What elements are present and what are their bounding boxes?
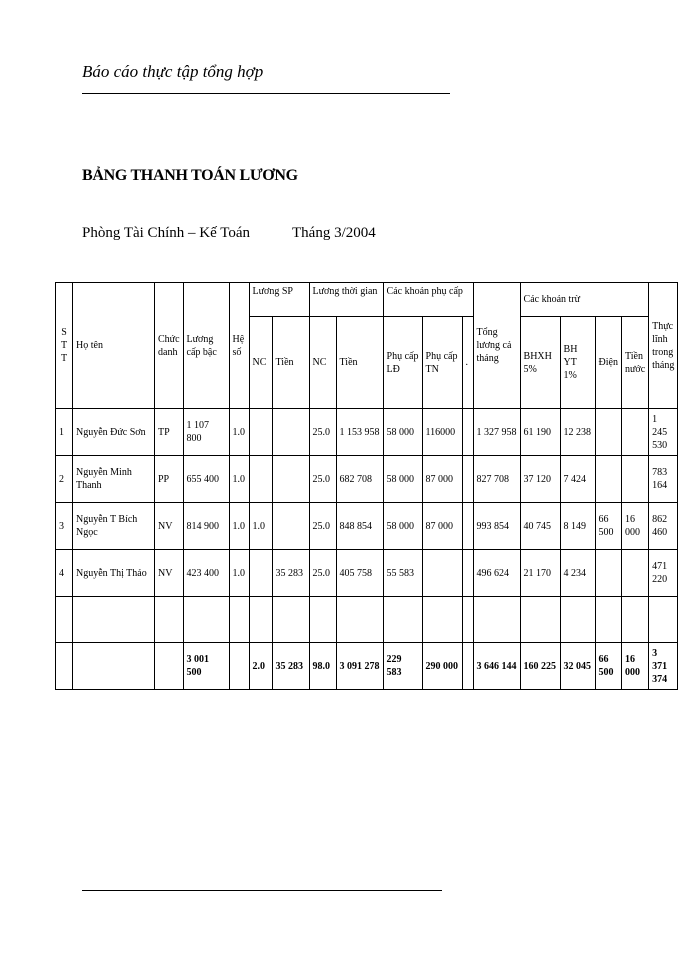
table-cell: [621, 550, 648, 597]
total-cell: 3 001 500: [183, 643, 229, 690]
col-header-net: Thực lĩnh trong tháng: [649, 283, 678, 409]
total-cell: 3 091 278: [336, 643, 383, 690]
table-cell: 405 758: [336, 550, 383, 597]
table-cell: 4 234: [560, 550, 595, 597]
total-cell: [56, 643, 73, 690]
table-cell: 58 000: [383, 456, 422, 503]
table-cell: [520, 597, 560, 643]
col-header-allow-tn: Phụ cấp TN: [422, 317, 462, 409]
table-cell: 1.0: [229, 409, 249, 456]
table-cell: [422, 550, 462, 597]
table-cell: Nguyễn Minh Thanh: [73, 456, 155, 503]
table-cell: [462, 409, 473, 456]
total-cell: [155, 643, 184, 690]
table-cell: 66 500: [595, 503, 621, 550]
table-cell: 783 164: [649, 456, 678, 503]
table-cell: 1 245 530: [649, 409, 678, 456]
total-cell: 3 646 144: [473, 643, 520, 690]
total-cell: 229 583: [383, 643, 422, 690]
table-cell: 7 424: [560, 456, 595, 503]
table-cell: 87 000: [422, 456, 462, 503]
table-cell: 25.0: [309, 409, 336, 456]
table-cell: [56, 597, 73, 643]
table-cell: 25.0: [309, 456, 336, 503]
table-cell: 1.0: [229, 456, 249, 503]
table-cell: [272, 597, 309, 643]
table-cell: 55 583: [383, 550, 422, 597]
table-row: [56, 550, 678, 597]
table-cell: [560, 597, 595, 643]
table-cell: 655 400: [183, 456, 229, 503]
total-row: [56, 643, 678, 690]
table-cell: [336, 597, 383, 643]
table-cell: 1 153 958: [336, 409, 383, 456]
col-header-tg-amount: Tiền: [336, 317, 383, 409]
total-cell: 160 225: [520, 643, 560, 690]
total-cell: [73, 643, 155, 690]
table-row: [56, 597, 678, 643]
table-cell: [73, 597, 155, 643]
table-cell: [249, 550, 272, 597]
table-cell: 12 238: [560, 409, 595, 456]
footer-divider: [82, 890, 442, 891]
col-header-name: Họ tên: [73, 283, 155, 409]
table-cell: [595, 409, 621, 456]
total-cell: 35 283: [272, 643, 309, 690]
page-header-text: Báo cáo thực tập tổng hợp: [82, 62, 264, 81]
table-row: [56, 409, 678, 456]
table-cell: 21 170: [520, 550, 560, 597]
table-cell: 35 283: [272, 550, 309, 597]
col-header-tg-nc: NC: [309, 317, 336, 409]
table-cell: 862 460: [649, 503, 678, 550]
table-cell: 87 000: [422, 503, 462, 550]
table-row: [56, 503, 678, 550]
table-cell: [272, 503, 309, 550]
table-cell: 993 854: [473, 503, 520, 550]
total-cell: [229, 643, 249, 690]
col-header-position: Chức danh: [155, 283, 184, 409]
total-cell: 3 371 374: [649, 643, 678, 690]
col-header-sp-amount: Tiền: [272, 317, 309, 409]
col-header-water: Tiền nước: [621, 317, 648, 409]
col-header-product-salary: Lương SP: [249, 283, 309, 317]
col-header-allow-dot: .: [462, 317, 473, 409]
table-cell: PP: [155, 456, 184, 503]
col-header-bhyt: BH YT 1%: [560, 317, 595, 409]
table-cell: 1 327 958: [473, 409, 520, 456]
table-cell: Nguyễn Đức Sơn: [73, 409, 155, 456]
table-cell: NV: [155, 550, 184, 597]
total-cell: [462, 643, 473, 690]
total-cell: 32 045: [560, 643, 595, 690]
table-cell: TP: [155, 409, 184, 456]
col-header-total-month: Tổng lương cả tháng: [473, 283, 520, 409]
table-cell: [272, 409, 309, 456]
total-cell: 98.0: [309, 643, 336, 690]
table-cell: [462, 550, 473, 597]
table-cell: 1.0: [229, 550, 249, 597]
total-cell: 290 000: [422, 643, 462, 690]
table-cell: [229, 597, 249, 643]
table-cell: [621, 409, 648, 456]
table-cell: 827 708: [473, 456, 520, 503]
table-cell: [183, 597, 229, 643]
document-title: BẢNG THANH TOÁN LƯƠNG: [82, 167, 298, 184]
table-cell: 61 190: [520, 409, 560, 456]
col-header-sp-nc: NC: [249, 317, 272, 409]
total-cell: 16 000: [621, 643, 648, 690]
col-header-bhxh: BHXH 5%: [520, 317, 560, 409]
table-cell: [462, 597, 473, 643]
table-row: [56, 456, 678, 503]
table-cell: Nguyễn Thị Thảo: [73, 550, 155, 597]
table-cell: 1.0: [249, 503, 272, 550]
table-cell: 423 400: [183, 550, 229, 597]
table-cell: [462, 456, 473, 503]
table-cell: [473, 597, 520, 643]
table-cell: 471 220: [649, 550, 678, 597]
table-cell: 58 000: [383, 409, 422, 456]
table-cell: [422, 597, 462, 643]
col-header-allowances: Các khoản phụ cấp: [383, 283, 473, 317]
table-cell: [595, 456, 621, 503]
table-cell: 25.0: [309, 550, 336, 597]
table-cell: 8 149: [560, 503, 595, 550]
table-cell: [462, 503, 473, 550]
col-header-stt: S T T: [56, 283, 73, 409]
table-cell: 496 624: [473, 550, 520, 597]
table-cell: 40 745: [520, 503, 560, 550]
col-header-time-salary: Lương thời gian: [309, 283, 383, 317]
table-cell: [249, 456, 272, 503]
table-cell: [621, 456, 648, 503]
table-cell: 682 708: [336, 456, 383, 503]
table-cell: 1.0: [229, 503, 249, 550]
total-cell: 2.0: [249, 643, 272, 690]
table-cell: [595, 550, 621, 597]
table-cell: 1: [56, 409, 73, 456]
table-cell: 58 000: [383, 503, 422, 550]
table-cell: 1 107 800: [183, 409, 229, 456]
table-cell: NV: [155, 503, 184, 550]
col-header-deductions: Các khoản trừ: [520, 283, 649, 317]
table-cell: 116000: [422, 409, 462, 456]
table-cell: [649, 597, 678, 643]
col-header-allow-ld: Phụ cấp LĐ: [383, 317, 422, 409]
table-cell: 25.0: [309, 503, 336, 550]
header-divider: [82, 93, 450, 94]
col-header-base-salary: Lương cấp bậc: [183, 283, 229, 409]
table-cell: 37 120: [520, 456, 560, 503]
table-cell: 16 000: [621, 503, 648, 550]
table-cell: [249, 597, 272, 643]
payroll-table: [55, 282, 678, 690]
table-cell: [621, 597, 648, 643]
col-header-electric: Điện: [595, 317, 621, 409]
table-cell: [249, 409, 272, 456]
col-header-coef: Hệ số: [229, 283, 249, 409]
table-cell: 3: [56, 503, 73, 550]
table-cell: 2: [56, 456, 73, 503]
total-cell: 66 500: [595, 643, 621, 690]
table-cell: 848 854: [336, 503, 383, 550]
table-cell: [272, 456, 309, 503]
department-label: Phòng Tài Chính – Kế Toán: [82, 225, 250, 241]
table-cell: [309, 597, 336, 643]
table-cell: 4: [56, 550, 73, 597]
table-cell: [383, 597, 422, 643]
month-label: Tháng 3/2004: [292, 225, 376, 241]
table-cell: [155, 597, 184, 643]
table-cell: Nguyễn T Bích Ngọc: [73, 503, 155, 550]
table-cell: [595, 597, 621, 643]
table-cell: 814 900: [183, 503, 229, 550]
